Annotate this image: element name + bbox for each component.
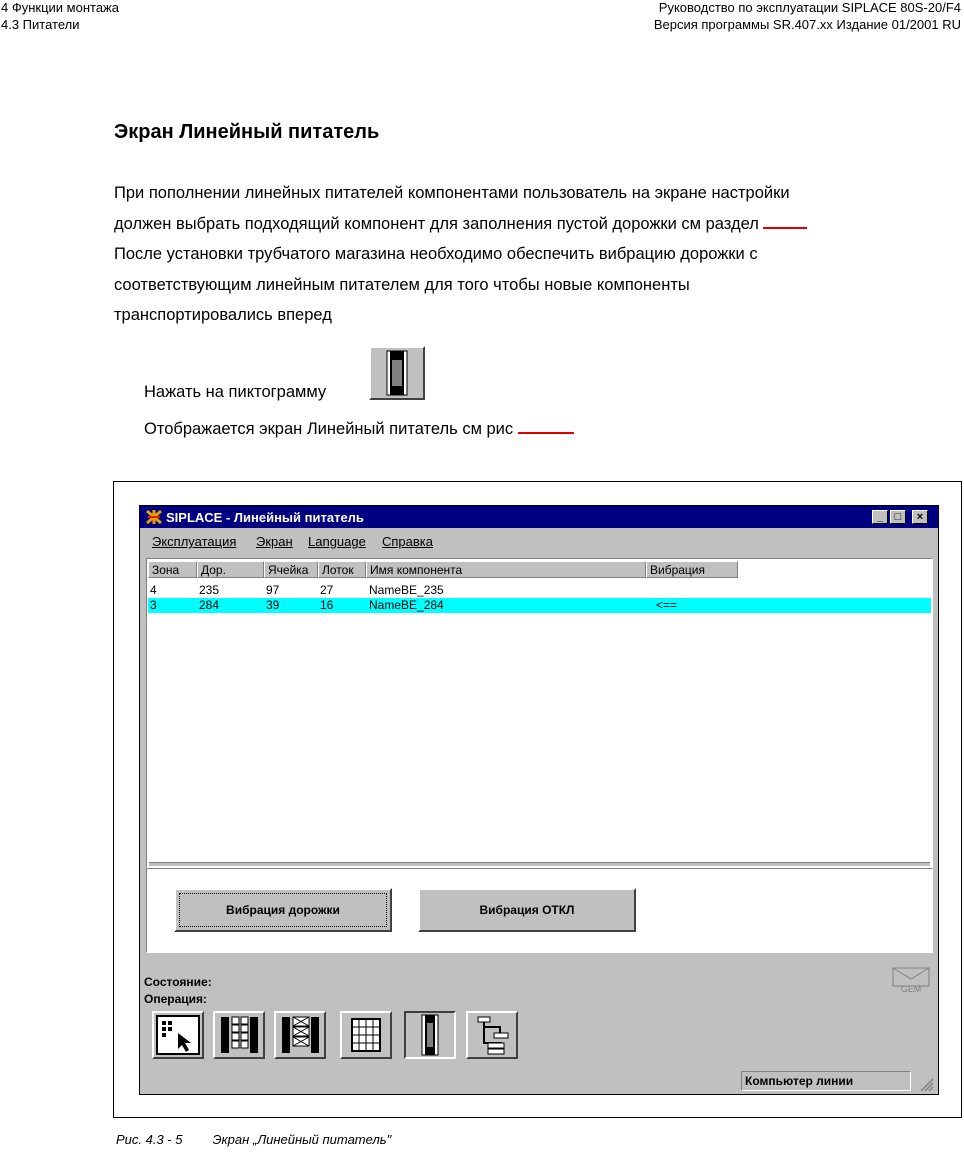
cell-tray: 27 (320, 583, 334, 597)
cell-component: NameBE_235 (369, 583, 444, 597)
paragraph-line: После установки трубчатого магазина необходимо обеспечить вибрацию дорожки с (114, 245, 758, 263)
table-row[interactable] (148, 583, 931, 598)
select-pointer-tool-icon[interactable] (152, 1011, 204, 1059)
column-header-component[interactable]: Имя компонента (366, 561, 646, 578)
header-version: Версия программы SR.407.xx Издание 01/2001 RU (653, 17, 961, 32)
linear-feeder-window (139, 505, 939, 1095)
figure-caption: Рис. 4.3 - 5 Экран „Линейный питатель" (116, 1132, 392, 1147)
maximize-button[interactable]: □ (890, 510, 906, 524)
minimize-button[interactable]: _ (872, 510, 888, 524)
paragraph-line: должен выбрать подходящий компонент для заполнения пустой дорожки см раздел (114, 209, 954, 240)
cell-cell: 97 (266, 583, 280, 597)
cell-track: 235 (199, 583, 220, 597)
tree-structure-tool-icon[interactable] (466, 1011, 518, 1059)
cell-zone: 3 (150, 598, 157, 612)
step-screen-shown: Отображается экран Линейный питатель см рис (144, 418, 574, 439)
feeder-setup-tool-icon[interactable] (213, 1011, 265, 1059)
table-row-selected[interactable] (148, 598, 931, 613)
linear-feeder-pictogram-icon (369, 346, 425, 400)
line-computer-status: Компьютер линии (741, 1071, 911, 1091)
operation-label: Операция: (144, 992, 208, 1006)
splitter[interactable] (149, 862, 930, 867)
figure-ref-placeholder (518, 418, 574, 434)
cell-cell: 39 (266, 598, 280, 612)
window-titlebar[interactable] (140, 506, 938, 528)
status-label: Состояние: (144, 975, 212, 989)
siplace-logo-icon (146, 509, 163, 525)
paragraph-line: транспортировались вперед (114, 306, 332, 324)
grid-tool-icon[interactable] (340, 1011, 392, 1059)
cell-track: 284 (199, 598, 220, 612)
menu-language[interactable]: Language (308, 534, 366, 549)
feeder-table (146, 558, 933, 868)
step-press-icon: Нажать на пиктограмму (144, 383, 327, 401)
cell-tray: 16 (320, 598, 334, 612)
header-section: 4.3 Питатели (1, 17, 80, 32)
gem-icon[interactable] (891, 966, 931, 998)
status-bar (140, 1068, 938, 1094)
gem-label: GEM (900, 984, 922, 994)
column-header-zone[interactable]: Зона (148, 561, 197, 578)
cell-vibration: <== (656, 598, 678, 612)
close-button[interactable]: × (912, 510, 928, 524)
menu-help[interactable]: Справка (382, 534, 433, 549)
header-chapter: 4 Функции монтажа (1, 0, 119, 15)
linear-feeder-tool-icon[interactable] (404, 1011, 456, 1059)
header-manual-title: Руководство по эксплуатации SIPLACE 80S-20/F4 (658, 0, 961, 15)
vibration-off-button[interactable]: Вибрация ОТКЛ (418, 888, 636, 932)
intro-paragraph (114, 178, 954, 331)
paragraph-line: При пополнении линейных питателей компонентами пользователь на экране настройки (114, 184, 790, 202)
cell-zone: 4 (150, 583, 157, 597)
paragraph-line: соответствующим линейным питателем для того чтобы новые компоненты (114, 275, 690, 294)
column-header-vibration[interactable]: Вибрация (646, 561, 738, 578)
action-panel (146, 868, 933, 953)
column-header-tray[interactable]: Лоток (318, 561, 366, 578)
menu-screen[interactable]: Экран (256, 534, 293, 549)
vibrate-track-button[interactable]: Вибрация дорожки (174, 888, 392, 932)
column-header-track[interactable]: Дор. (197, 561, 264, 578)
window-title: SIPLACE - Линейный питатель (166, 510, 364, 525)
column-header-cell[interactable]: Ячейка (264, 561, 318, 578)
cell-component: NameBE_284 (369, 598, 444, 612)
menu-operation[interactable]: Эксплуатация (152, 534, 237, 549)
section-title: Экран Линейный питатель (114, 121, 380, 143)
resize-grip-icon[interactable] (918, 1076, 934, 1092)
feeder-blocked-tool-icon[interactable] (274, 1011, 326, 1059)
crossref-placeholder (763, 213, 807, 229)
